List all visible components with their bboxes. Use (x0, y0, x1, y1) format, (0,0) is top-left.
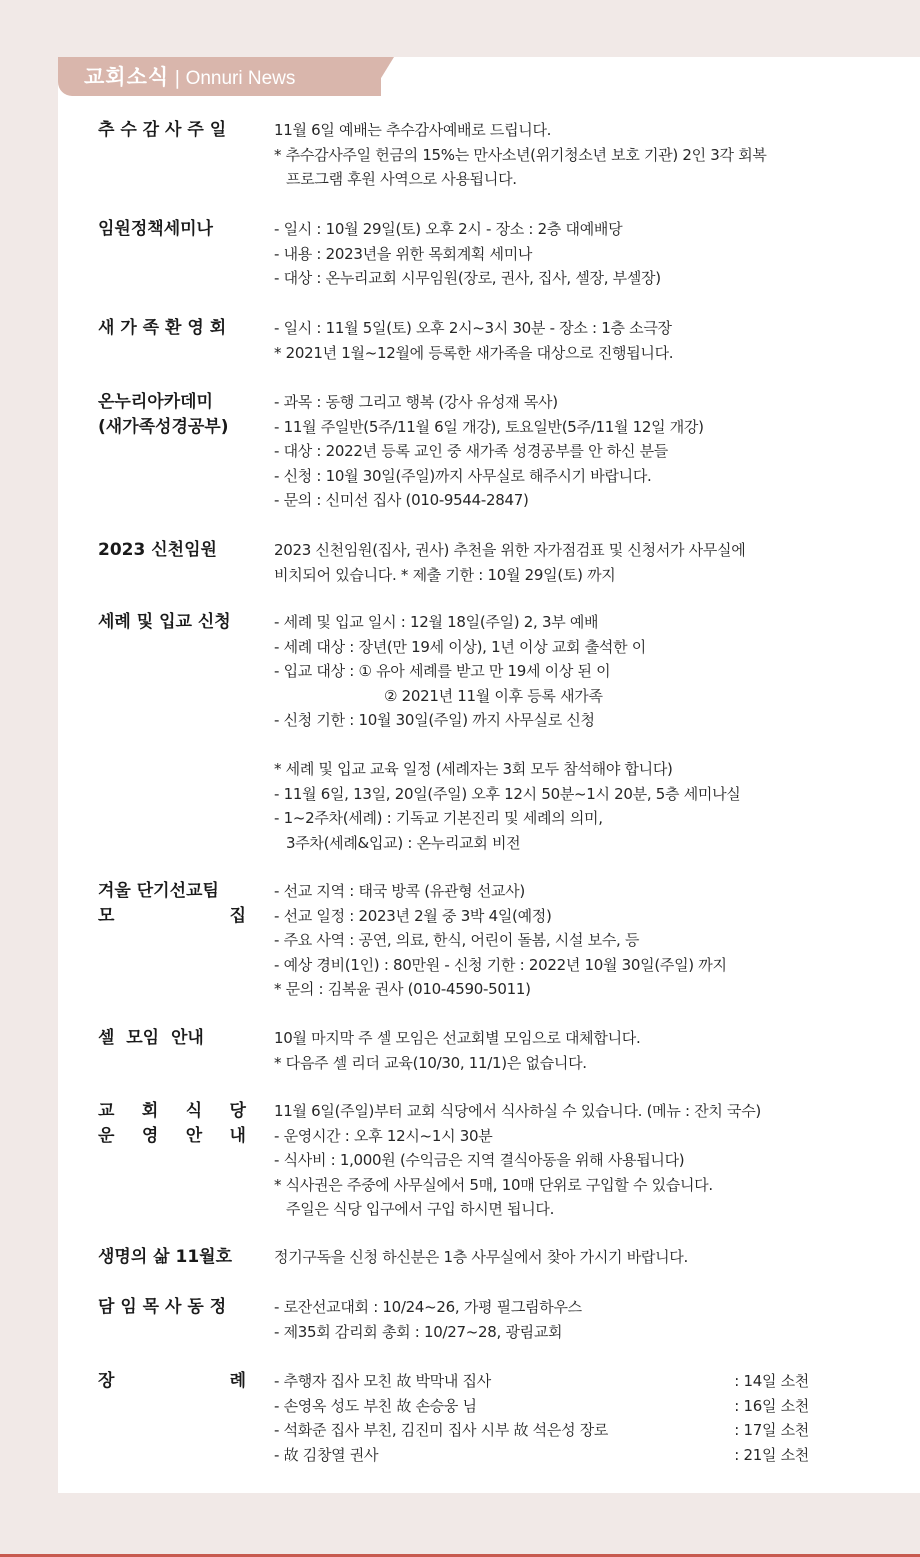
notice-line: - 세례 대상 : 장년(만 19세 이상), 1년 이상 교회 출석한 이 (274, 637, 646, 656)
notice-line: 비치되어 있습니다. * 제출 기한 : 10월 29일(토) 까지 (274, 565, 616, 584)
notice-line: - 과목 : 동행 그리고 행복 (강사 유성재 목사) (274, 393, 558, 411)
notice-line: 주일은 식당 입구에서 구입 하시면 됩니다. (286, 1200, 555, 1218)
notice-label-char: 장 (98, 1371, 115, 1391)
notice-line: - 11월 주일반(5주/11월 6일 개강), 토요일반(5주/11월 12일 개강) (274, 417, 704, 436)
header-title-ko: 교회소식 (84, 65, 170, 89)
notice-line: * 다음주 셀 리더 교육(10/30, 11/1)은 없습니다. (274, 1053, 587, 1072)
notice-line: * 추수감사주일 헌금의 15%는 만사소년(위기청소년 보호 기관) 2인 3각 회복 (274, 145, 767, 164)
notice-label-char: 모 (98, 905, 115, 926)
notice-line: * 식사권은 주중에 사무실에서 5매, 10매 단위로 구입할 수 있습니다. (274, 1175, 713, 1194)
notice-label-char: 집 (229, 905, 246, 926)
notice-line: - 선교 일정 : 2023년 2월 중 3박 4일(예정) (274, 906, 552, 925)
notice-line: * 세례 및 입교 교육 일정 (세례자는 3회 모두 참석해야 합니다) (274, 760, 673, 778)
notice-label: 임원정책세미나 (98, 219, 213, 239)
funeral-date: : 16일 소천 (734, 1396, 809, 1415)
funeral-name: - 석화준 집사 부친, 김진미 집사 시부 故 석은성 장로 (274, 1421, 609, 1439)
notice-line: - 일시 : 10월 29일(토) 오후 2시 - 장소 : 2층 대예배당 (274, 220, 623, 238)
notice-line: - 주요 사역 : 공연, 의료, 한식, 어린이 돌봄, 시설 보수, 등 (274, 931, 640, 949)
notice-label-line (98, 1124, 246, 1149)
notice-label-char: 교 (98, 1101, 115, 1121)
header-title-en: Onnuri News (185, 68, 296, 89)
notice-line: - 선교 지역 : 태국 방콕 (유관형 선교사) (274, 882, 525, 900)
notice-label-char: 례 (229, 1371, 246, 1391)
notice-line: - 대상 : 2022년 등록 교인 중 새가족 성경공부를 안 하신 분들 (274, 442, 668, 460)
funeral-date: : 17일 소천 (734, 1421, 809, 1439)
notice-line: - 예상 경비(1인) : 80만원 - 신청 기한 : 2022년 10월 30일(주일) 까지 (274, 955, 727, 974)
notice-line: - 1~2주차(세례) : 기독교 기본진리 및 세례의 의미, (274, 809, 603, 827)
notice-line: - 식사비 : 1,000원 (수익금은 지역 결식아동을 위해 사용됩니다) (274, 1151, 685, 1169)
section-header-tab-notch (370, 57, 394, 96)
notice-line: - 운영시간 : 오후 12시~1시 30분 (274, 1126, 493, 1145)
funeral-row (274, 1443, 809, 1468)
funeral-name: - 손영옥 성도 부친 故 손승웅 님 (274, 1396, 477, 1415)
section-header-title (84, 60, 295, 94)
notice-label-char: 식 (185, 1101, 203, 1121)
funeral-row (274, 1369, 809, 1394)
funeral-date: : 21일 소천 (734, 1445, 809, 1464)
notice-label-char: 운 (98, 1125, 115, 1146)
notice-label: 담 임 목 사 동 정 (98, 1297, 227, 1317)
notice-label-line: (새가족성경공부) (98, 416, 229, 437)
notice-label-char: 당 (229, 1101, 246, 1121)
notice-line: 3주차(세례&입교) : 온누리교회 비전 (286, 833, 521, 852)
notice-line: - 세례 및 입교 일시 : 12월 18일(주일) 2, 3부 예배 (274, 613, 599, 631)
notice-label: 추 수 감 사 주 일 (98, 120, 227, 140)
funeral-name: - 故 김창열 권사 (274, 1445, 379, 1464)
funeral-date: : 14일 소천 (734, 1372, 809, 1390)
notice-label-line (98, 1369, 246, 1394)
funeral-row (274, 1394, 809, 1419)
notice-line: ② 2021년 11월 이후 등록 새가족 (384, 686, 603, 705)
notice-label-char: 회 (141, 1101, 159, 1121)
notice-label: 셀 모임 안내 (98, 1028, 204, 1048)
notice-line: 11월 6일(주일)부터 교회 식당에서 식사하실 수 있습니다. (메뉴 : 잔치 국수) (274, 1102, 761, 1120)
notice-label: 생명의 삶 11월호 (98, 1247, 233, 1267)
notice-label-line: 겨울 단기선교팀 (98, 881, 219, 901)
funeral-name: - 추행자 집사 모친 故 박막내 집사 (274, 1372, 491, 1390)
notice-line: 11월 6일 예배는 추수감사예배로 드립니다. (274, 121, 552, 139)
notice-line: * 2021년 1월~12월에 등록한 새가족을 대상으로 진행됩니다. (274, 343, 674, 362)
header-separator: | (174, 67, 181, 89)
notice-label (98, 1099, 246, 1148)
notice-line: - 내용 : 2023년을 위한 목회계획 세미나 (274, 244, 533, 263)
funeral-row (274, 1418, 809, 1443)
notice-line: - 신청 기한 : 10월 30일(주일) 까지 사무실로 신청 (274, 711, 595, 729)
notice-line: - 일시 : 11월 5일(토) 오후 2시~3시 30분 - 장소 : 1층 소극장 (274, 319, 672, 337)
notice-line: 10월 마지막 주 셀 모임은 선교회별 모임으로 대체합니다. (274, 1029, 641, 1047)
notice-line: - 로잔선교대회 : 10/24~26, 가평 필그림하우스 (274, 1298, 582, 1316)
notice-label-line (98, 904, 246, 929)
notice-line: 프로그램 후원 사역으로 사용됩니다. (286, 170, 517, 188)
notice-label-char: 영 (141, 1125, 159, 1146)
notice-label-char: 내 (229, 1125, 246, 1146)
notice-line: * 문의 : 김복윤 권사 (010-4590-5011) (274, 980, 531, 998)
notice-line: - 문의 : 신미선 집사 (010-9544-2847) (274, 491, 529, 509)
notice-label (98, 1369, 246, 1394)
notice-line: - 제35회 감리회 총회 : 10/27~28, 광림교회 (274, 1322, 563, 1341)
notice-label-char: 안 (185, 1125, 203, 1146)
notice-line: - 입교 대상 : ① 유아 세례를 받고 만 19세 이상 된 이 (274, 662, 611, 680)
notice-label-line (98, 1099, 246, 1124)
notice-line: - 대상 : 온누리교회 시무임원(장로, 권사, 집사, 셀장, 부셀장) (274, 269, 661, 287)
spacer (274, 733, 894, 758)
notice-label: 새 가 족 환 영 회 (98, 318, 227, 338)
notice-label (98, 879, 246, 928)
notice-line: - 신청 : 10월 30일(주일)까지 사무실로 해주시기 바랍니다. (274, 466, 652, 485)
notice-line: 2023 신천임원(집사, 권사) 추천을 위한 자가점검표 및 신청서가 사무실에 (274, 541, 746, 559)
notice-line: - 11월 6일, 13일, 20일(주일) 오후 12시 50분~1시 20분, 5층 세미나실 (274, 784, 741, 803)
notice-label (98, 390, 246, 439)
notice-line: 정기구독을 신청 하신분은 1층 사무실에서 찾아 가시기 바랍니다. (274, 1248, 688, 1266)
notice-label: 세례 및 입교 신청 (98, 612, 231, 632)
notice-label: 2023 신천임원 (98, 540, 217, 560)
notice-label-line: 온누리아카데미 (98, 392, 213, 412)
